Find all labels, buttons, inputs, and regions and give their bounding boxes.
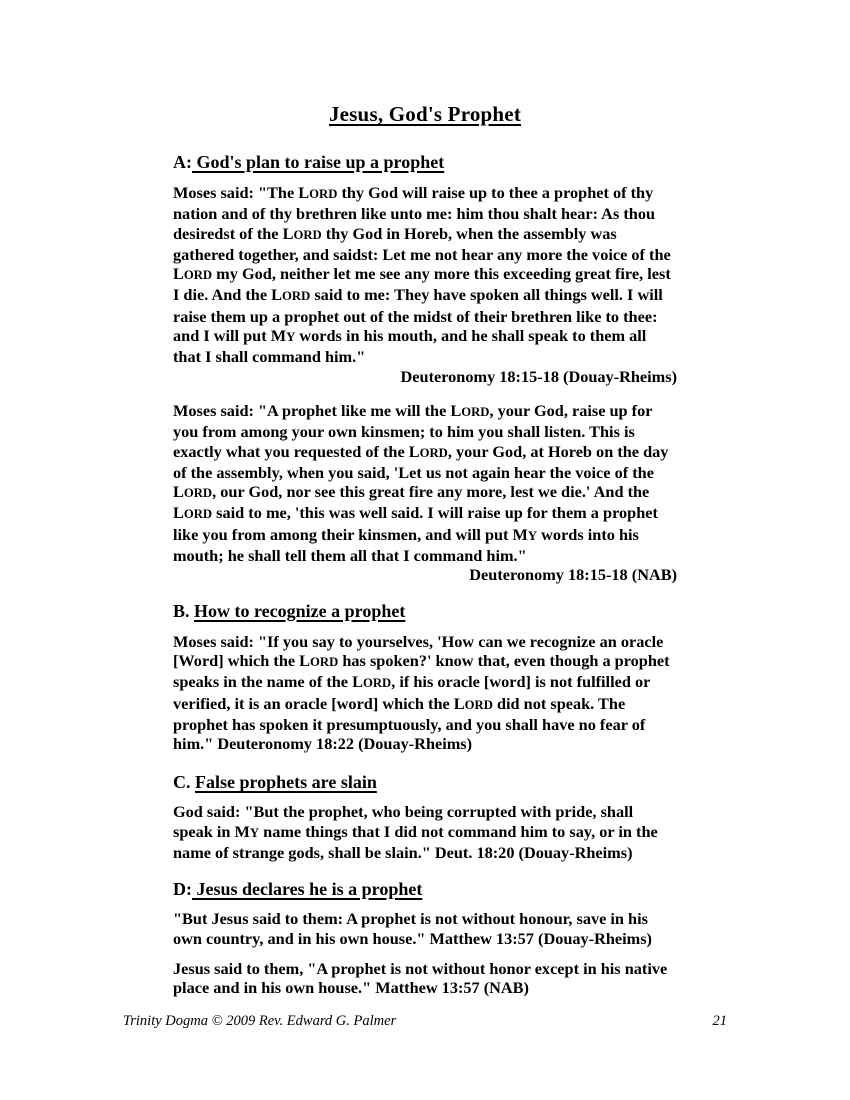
document-content [173,101,677,998]
footer-page-number: 21 [712,1013,727,1029]
section-d-heading-text: Jesus declares he is a prophet [192,879,423,900]
section-heading-a [173,151,677,174]
page-footer [123,1012,727,1030]
section-b-heading-text: How to recognize a prophet [194,600,406,621]
section-c-heading-text: False prophets are slain [195,772,377,793]
section-heading-b [173,600,677,623]
scripture-paragraph-d2: Jesus said to them, "A prophet is not without honor except in his native place and in his own house." Matthew 13:57 (NAB) [173,958,668,998]
scripture-citation-a2: Deuteronomy 18:15-18 (NAB) [469,565,677,585]
scripture-paragraph-d1: "But Jesus said to them: A prophet is not without honour, save in his own country, and in his own house." Matthew 13:57 (Douay-Rheims) [173,909,652,948]
scripture-paragraph-a2: Moses said: "A prophet like me will the LORD, your God, raise up for you from among your own kinsmen; to him you shall listen. This is exactly what you requested of the LORD, your God, at Horeb on the day of the assembly, when you said, 'Let us not again hear the voice of the LORD, our God, nor see this great fire any more, lest we die.' And the LORD said to me, 'this was well said. I will raise up for them a prophet like you from among their kinsmen, and will put MY words into his mouth; he shall tell them all that I command him." [173,400,669,566]
section-a-heading-text: God's plan to raise up a prophet [192,152,445,172]
section-heading-c [173,771,677,794]
scripture-paragraph-c1: God said: "But the prophet, who being corrupted with pride, shall speak in MY name things that I did not command him to say, or in the name of strange gods, shall be slain." Deut. 18:20 (Douay-Rheims) [173,802,658,863]
section-b-label: B. [173,600,195,621]
scripture-citation-a1: Deuteronomy 18:15-18 (Douay-Rheims) [400,366,677,386]
section-c-label: C. [173,772,195,793]
section-a-label: A: [173,152,192,172]
section-d-label: D: [173,879,192,900]
scripture-paragraph-b1: Moses said: "If you say to yourselves, 'How can we recognize an oracle [Word] which the LORD has spoken?' know that, even though a prophet speaks in the name of the LORD, if his oracle [word] is not fulfilled or verified, it is an oracle [word] which the LORD did not speak. The prophet has spoken it presumptuously, and you shall have no fear of him." Deuteronomy 18:22 (Douay-Rheims) [173,631,670,754]
scripture-paragraph-a1: Moses said: "The LORD thy God will raise up to thee a prophet of thy nation and of thy brethren like unto me: him thou shalt hear: As thou desiredst of the LORD thy God in Horeb, when the assembly was gathered together, and saidst: Let me not hear any more the voice of the LORD my God, neither let me see any more this exceeding great fire, lest I die. And the LORD said to me: They have spoken all things well. I will raise them up a prophet out of the midst of their brethren like to thee: and I will put MY words in his mouth, and he shall speak to them all that I shall command him." [173,183,671,367]
page-title [173,101,677,128]
footer-credit: Trinity Dogma © 2009 Rev. Edward G. Palmer [123,1013,397,1029]
page-title-text: Jesus, God's Prophet [328,102,522,126]
section-heading-d [173,878,677,901]
